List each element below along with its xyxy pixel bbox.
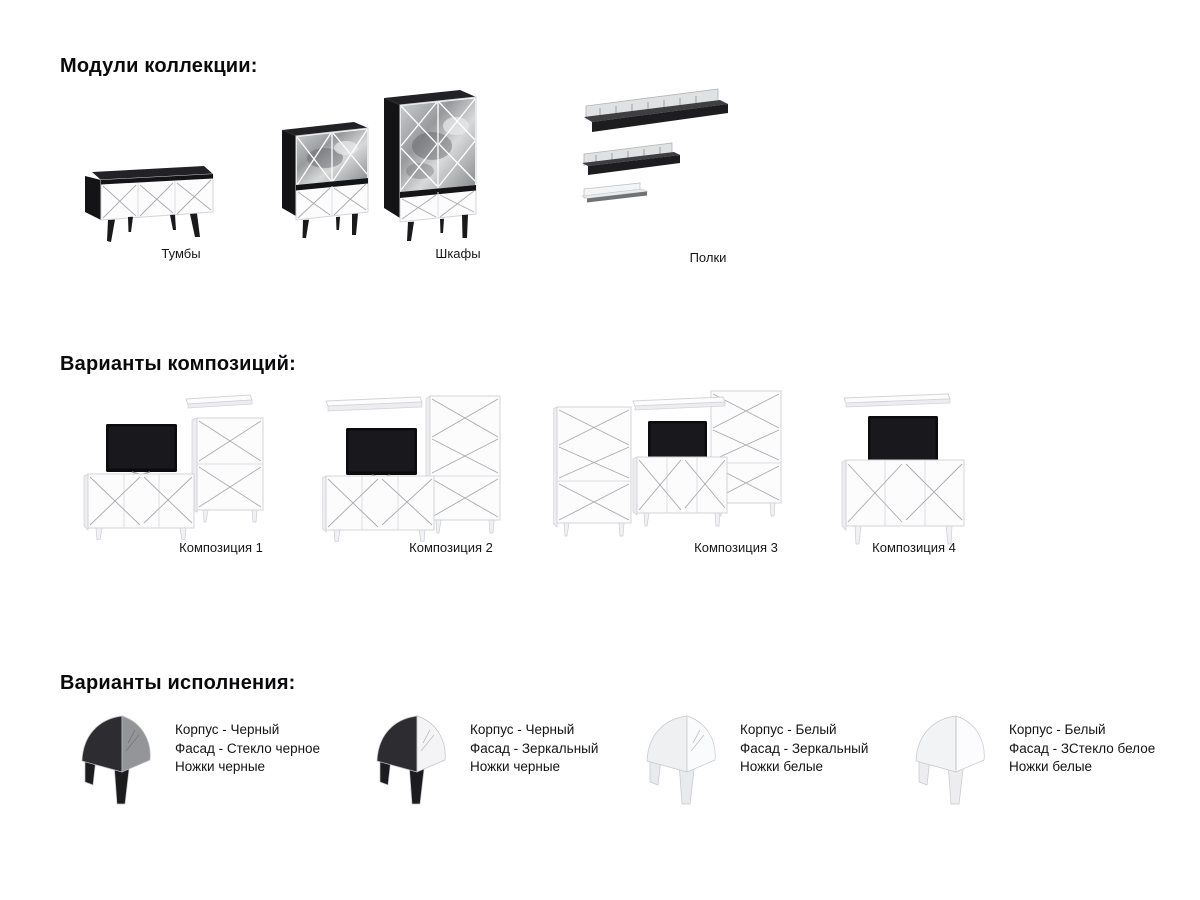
variant-legs-text: Ножки белые — [740, 759, 824, 774]
variant-facade-text: Фасад - Зеркальный — [470, 740, 599, 756]
corner-leg-icon — [373, 713, 453, 808]
finish-variant-3 — [643, 713, 868, 808]
composition-2-image — [322, 390, 507, 542]
composition-label-2: Композиция 2 — [409, 540, 493, 555]
finish-variant-1 — [78, 713, 320, 808]
composition-label-4: Композиция 4 — [872, 540, 956, 555]
variant-body-text: Корпус - Белый — [740, 722, 837, 737]
tv-stand-image — [84, 164, 214, 246]
variant-legs-text: Ножки черные — [175, 759, 266, 774]
corner-leg-icon — [643, 713, 723, 808]
variant-body-text: Корпус - Черный — [470, 722, 575, 737]
composition-3-image — [553, 385, 788, 550]
shelves-image — [576, 84, 736, 212]
variant-legs-text: Ножки черные — [470, 759, 561, 774]
module-label-cabinets: Шкафы — [435, 246, 481, 261]
variant-facade-text: Фасад - Зеркальный — [740, 740, 869, 756]
composition-label-1: Композиция 1 — [179, 540, 263, 555]
section-title-modules: Модули коллекции: — [60, 55, 258, 77]
corner-leg-icon — [912, 713, 992, 808]
composition-label-3: Композиция 3 — [694, 540, 778, 555]
variant-legs-text: Ножки белые — [1009, 759, 1093, 774]
variant-facade-text: Фасад - Стекло черное — [175, 740, 321, 756]
module-label-shelves: Полки — [689, 250, 727, 265]
corner-leg-icon — [78, 713, 158, 808]
finish-variant-4 — [912, 713, 1155, 808]
variant-body-text: Корпус - Белый — [1009, 722, 1106, 737]
variant-body-text: Корпус - Черный — [175, 722, 280, 737]
variant-facade-text: Фасад - ЗСтекло белое — [1009, 740, 1156, 756]
composition-1-image — [82, 390, 272, 540]
finish-variant-2 — [373, 713, 598, 808]
module-label-tv-stands: Тумбы — [161, 246, 201, 261]
composition-4-image — [838, 390, 973, 550]
cabinets-image — [280, 86, 486, 242]
section-title-executions: Варианты исполнения: — [60, 672, 296, 694]
section-title-compositions: Варианты композиций: — [60, 353, 297, 375]
